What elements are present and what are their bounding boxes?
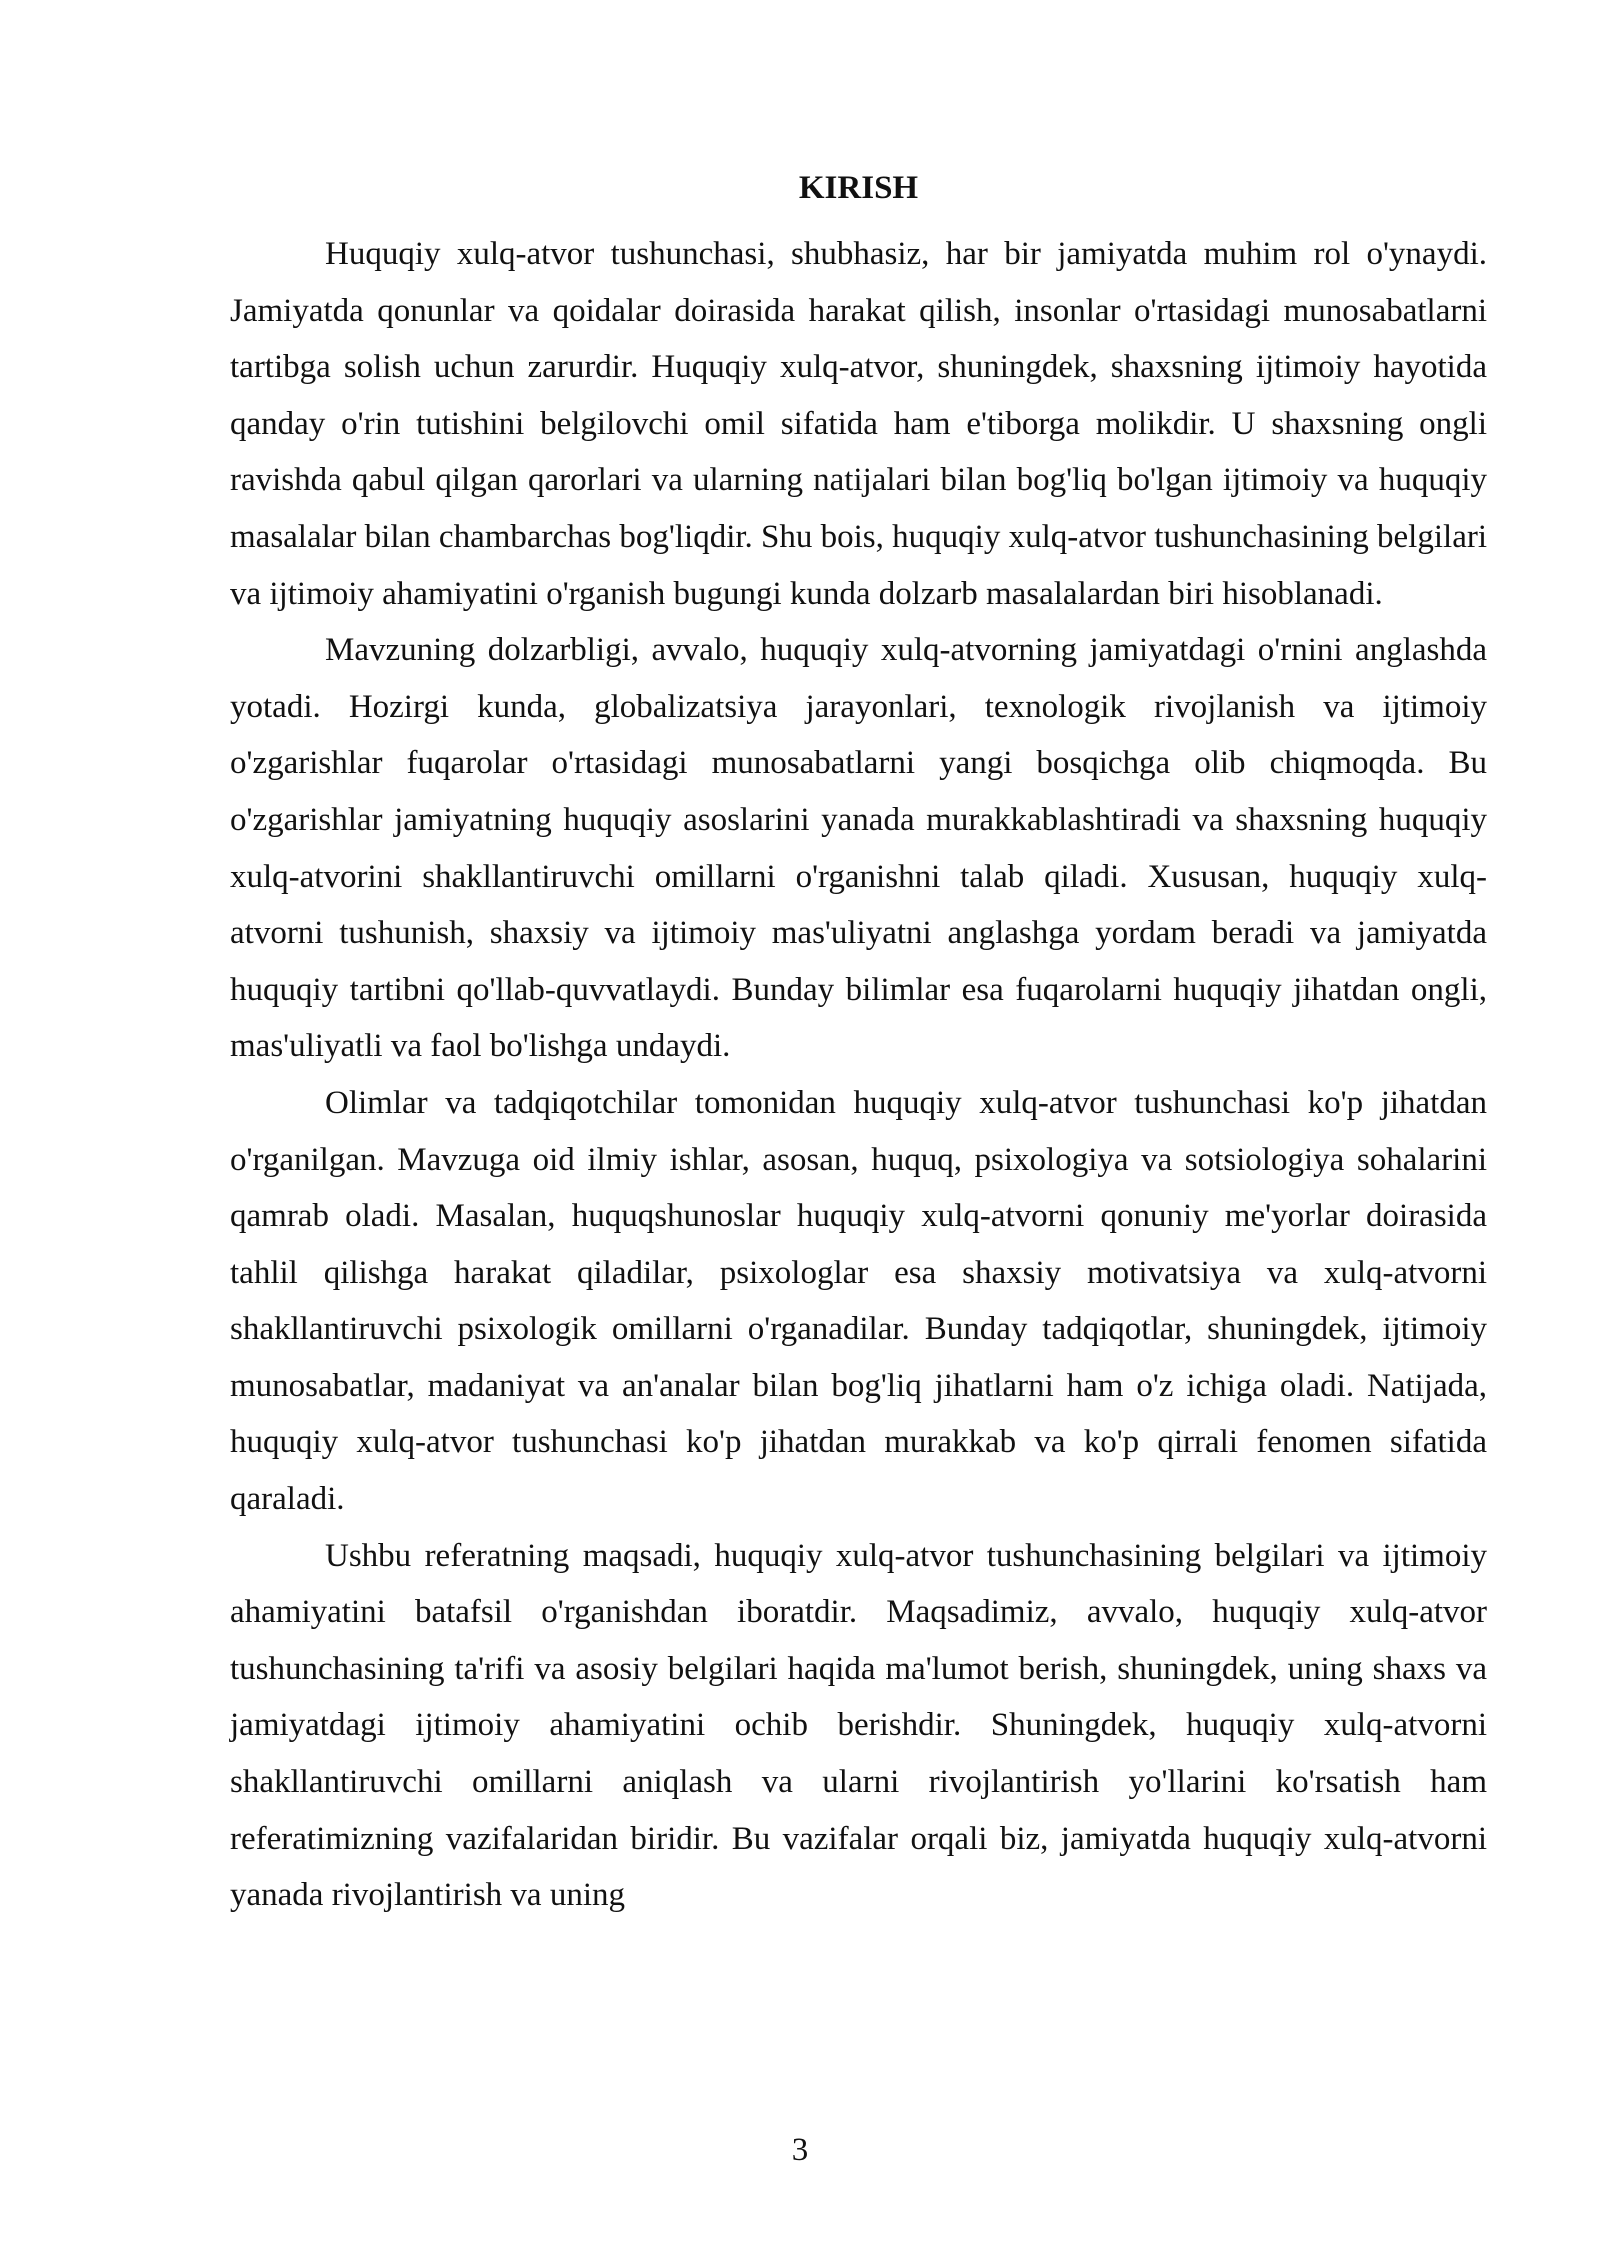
paragraph-2: Mavzuning dolzarbligi, avvalo, huquqiy xulq-atvorning jamiyatdagi o'rnini anglashda yotadi. Hozirgi kunda, globalizatsiya jarayonlari, texnologik rivojlanish va ijtimoiy o'zgarishlar fuqarolar o'rtasidagi munosabatlarni yangi bosqichga olib chiqmoqda. Bu o'zgarishlar jamiyatning huquqiy asoslarini yanada murakkablashtiradi va shaxsning huquqiy xulq-atvorini shakllantiruvchi omillarni o'rganishni talab qiladi. Xususan, huquqiy xulq-atvorni tushunish, shaxsiy va ijtimoiy mas'uliyatni anglashga yordam beradi va jamiyatda huquqiy tartibni qo'llab-quvvatlaydi. Bunday bilimlar esa fuqarolarni huquqiy jihatdan ongli, mas'uliyatli va faol bo'lishga undaydi.	[230, 632, 1487, 1065]
paragraph-4: Ushbu referatning maqsadi, huquqiy xulq-atvor tushunchasining belgilari va ijtimoiy ahamiyatini batafsil o'rganishdan iboratdir. Maqsadimiz, avvalo, huquqiy xulq-atvor tushunchasining ta'rifi va asosiy belgilari haqida ma'lumot berish, shuningdek, uning shaxs va jamiyatdagi ijtimoiy ahamiyatini ochib berishdir. Shuningdek, huquqiy xulq-atvorni shakllantiruvchi omillarni aniqlash va ularni rivojlantirish yo'llarini ko'rsatish ham referatimizning vazifalaridan biridir. Bu vazifalar orqali biz, jamiyatda huquqiy xulq-atvorni yanada rivojlantirish va uning	[230, 1537, 1487, 1914]
paragraph-1: Huquqiy xulq-atvor tushunchasi, shubhasiz, har bir jamiyatda muhim rol o'ynaydi. Jamiyatda qonunlar va qoidalar doirasida harakat qilish, insonlar o'rtasidagi munosabatlarni tartibga solish uchun zarurdir. Huquqiy xulq-atvor, shuningdek, shaxsning ijtimoiy hayotida qanday o'rin tutishini belgilovchi omil sifatida ham e'tiborga molikdir. U shaxsning ongli ravishda qabul qilgan qarorlari va ularning natijalari bilan bog'liq bo'lgan ijtimoiy va huquqiy masalalar bilan chambarchas bog'liqdir. Shu bois, huquqiy xulq-atvor tushunchasining belgilari va ijtimoiy ahamiyatini o'rganish bugungi kunda dolzarb masalalardan biri hisoblanadi.	[230, 236, 1487, 612]
paragraph-3: Olimlar va tadqiqotchilar tomonidan huquqiy xulq-atvor tushunchasi ko'p jihatdan o'rganilgan. Mavzuga oid ilmiy ishlar, asosan, huquq, psixologiya va sotsiologiya sohalarini qamrab oladi. Masalan, huquqshunoslar huquqiy xulq-atvorni qonuniy me'yorlar doirasida tahlil qilishga harakat qiladilar, psixologlar esa shaxsiy motivatsiya va xulq-atvorni shakllantiruvchi psixologik omillarni o'rganadilar. Bunday tadqiqotlar, shuningdek, ijtimoiy munosabatlar, madaniyat va an'analar bilan bog'liq jihatlarni ham o'z ichiga oladi. Natijada, huquqiy xulq-atvor tushunchasi ko'p jihatdan murakkab va ko'p qirrali fenomen sifatida qaraladi.	[230, 1084, 1487, 1518]
document-page	[230, 160, 1487, 1924]
section-title: KIRISH	[798, 170, 919, 206]
page-number: 3	[791, 2132, 809, 2168]
